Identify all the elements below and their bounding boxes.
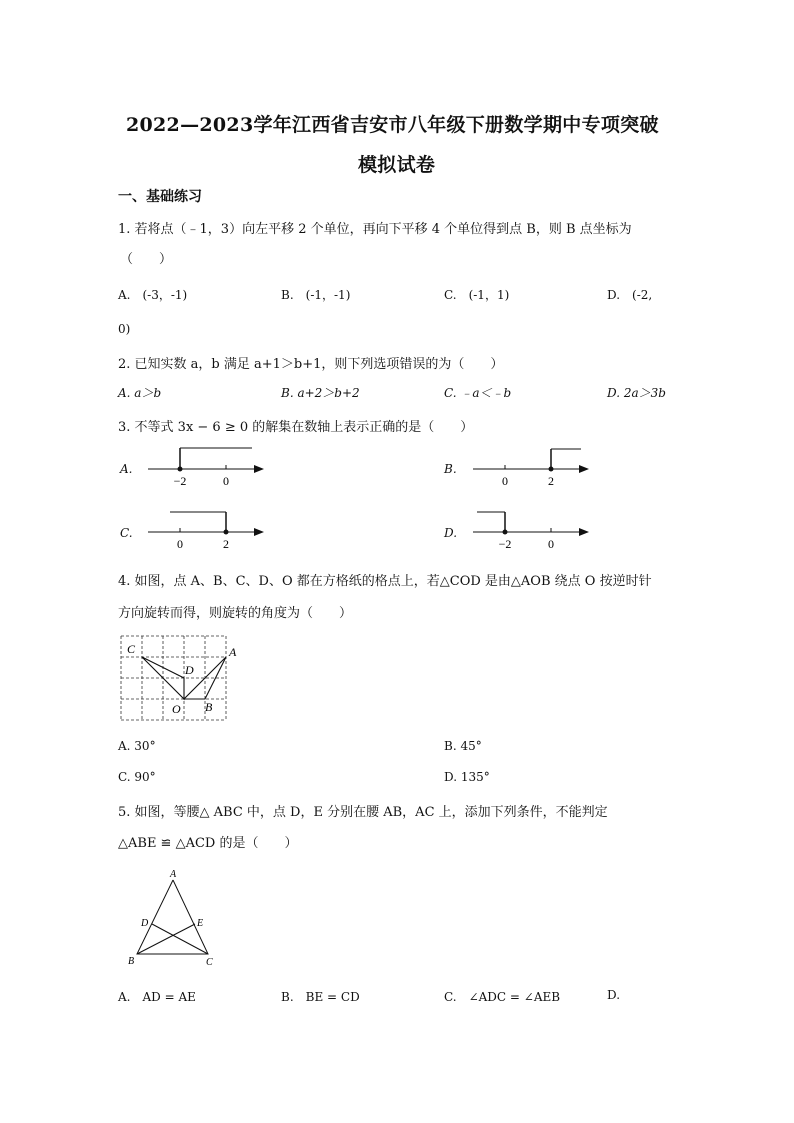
question-3-option-a: A. [120,462,133,476]
number-line-option-c [140,508,270,553]
point-label: O [172,702,181,716]
tick-label: 0 [548,537,554,551]
closed-endpoint-icon [503,530,508,535]
question-2-option-a: A. a＞b [118,386,162,400]
question-5-option-c: C. ∠ADC = ∠AEB [444,990,561,1004]
question-3-option-c: C. [120,526,133,540]
question-5-option-a: A. AD = AE [118,990,196,1004]
arrowhead-icon [254,465,264,473]
closed-endpoint-icon [178,467,183,472]
question-4-option-d: D. 135° [444,770,490,784]
arrowhead-icon [254,528,264,536]
question-2-option-b: B. a+2＞b+2 [281,386,360,400]
page-title-line2: 模拟试卷 [358,154,436,176]
question-1-option-d-continued: 0) [118,322,131,336]
question-4-grid-figure [115,632,245,724]
number-line-option-b [465,445,595,490]
question-5-text: 5. 如图，等腰△ ABC 中，点 D，E 分别在腰 AB，AC 上，添加下列条件，不能判定 [118,805,608,820]
question-5-option-b: B. BE = CD [281,990,360,1004]
arrowhead-icon [579,528,589,536]
point-label: B [205,700,213,714]
tick-label: 2 [223,537,229,551]
question-4-option-c: C. 90° [118,770,156,784]
question-3-text: 3. 不等式 3x − 6 ≥ 0 的解集在数轴上表示正确的是（ ） [118,420,474,435]
tick-label: −2 [173,474,187,488]
point-label: D [185,663,194,677]
vertex-label: E [197,918,204,929]
question-3-option-d: D. [444,526,458,540]
point-label: A [229,645,237,659]
question-5-text-line2: △ABE ≌ △ACD 的是（ ） [118,836,298,851]
triangle-abc [137,880,208,954]
question-5-option-d: D. [607,988,621,1002]
vertex-label: D [141,918,149,929]
vertex-label: A [170,869,177,880]
question-1-option-d: D. (-2, [607,288,653,302]
question-4-text-line2: 方向旋转而得，则旋转的角度为（ ） [118,606,353,621]
tick-label: −2 [498,537,512,551]
section-heading: 一、基础练习 [118,189,202,205]
tick-label: 0 [177,537,183,551]
arrowhead-icon [579,465,589,473]
tick-label: 0 [223,474,229,488]
question-4-option-a: A. 30° [118,739,156,753]
question-2-option-d: D. 2a＞3b [607,386,666,400]
question-4-text: 4. 如图，点 A、B、C、D、O 都在方格纸的格点上，若△COD 是由△AOB 绕点 O 按逆时针 [118,574,652,589]
point-label: C [127,642,136,656]
number-line-option-a [140,445,270,490]
question-1-text: 1. 若将点（﹣1，3）向左平移 2 个单位，再向下平移 4 个单位得到点 B，则 B 点坐标为 [118,222,632,237]
question-1-bracket: （ ） [120,252,173,267]
closed-endpoint-icon [224,530,229,535]
question-2-option-c: C. ﹣a＜﹣b [444,386,512,400]
question-3-option-b: B. [444,462,457,476]
question-2-text: 2. 已知实数 a，b 满足 a+1＞b+1，则下列选项错误的为（ ） [118,357,504,372]
tick-label: 0 [502,474,508,488]
tick-label: 2 [548,474,554,488]
question-1-option-a: A. (-3，-1) [118,288,188,302]
vertex-label: B [128,956,135,967]
closed-endpoint-icon [549,467,554,472]
number-line-option-d [465,508,595,553]
question-5-triangle-figure [122,866,222,970]
page-title: 2022—2023学年江西省吉安市八年级下册数学期中专项突破 [126,114,659,136]
question-1-option-b: B. (-1，-1) [281,288,351,302]
vertex-label: C [206,957,213,968]
question-1-option-c: C. (-1，1) [444,288,510,302]
question-4-option-b: B. 45° [444,739,482,753]
